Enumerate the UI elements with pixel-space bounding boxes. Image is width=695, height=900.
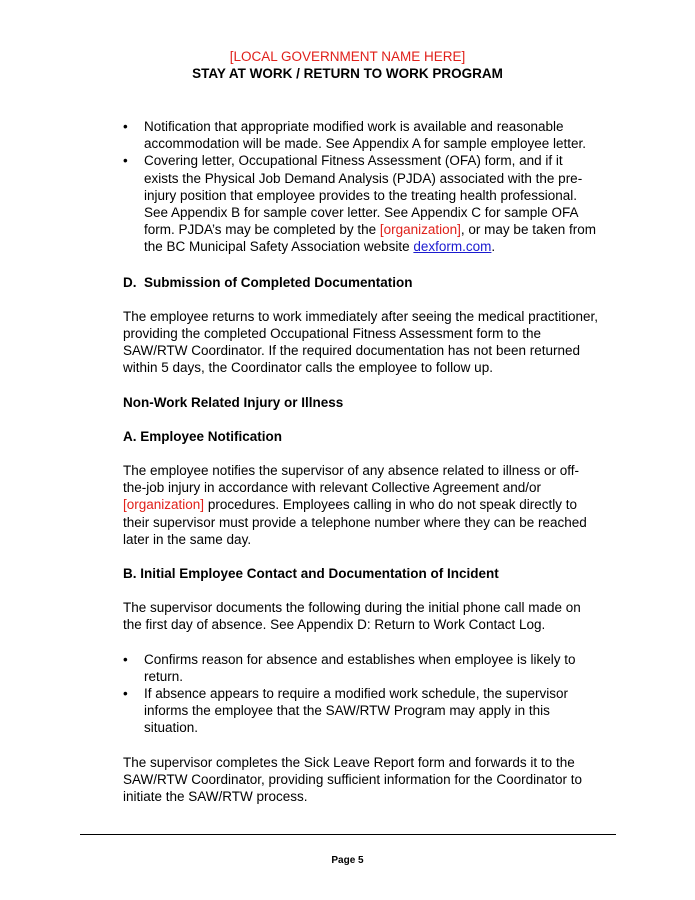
body-text: The employee notifies the supervisor of any absence related to illness or off-the-job injury in accordance with relevant Collective Agreement and/or <box>123 463 580 496</box>
section-number: A. <box>123 428 137 444</box>
list-item-text: Notification that appropriate modified work is available and reasonable accommodation will be made. See Appendix A for sample employee letter. <box>144 119 586 152</box>
section-a-body <box>123 462 599 548</box>
section-number: D. <box>123 274 137 290</box>
section-a-heading <box>123 428 599 445</box>
program-title: STAY AT WORK / RETURN TO WORK PROGRAM <box>192 66 503 81</box>
list-item <box>123 152 599 255</box>
page-number: Page 5 <box>331 855 364 866</box>
non-work-heading: Non-Work Related Injury or Illness <box>123 394 344 410</box>
section-title: Employee Notification <box>140 428 283 444</box>
dexform-link[interactable]: dexform.com <box>413 239 492 255</box>
bullet-icon: • <box>123 153 128 169</box>
section-b-closing: The supervisor completes the Sick Leave Report form and forwards it to the SAW/RTW Coordinator, providing sufficient information for the Coordinator to initiate the SAW/RTW process. <box>123 754 582 805</box>
section-title: Submission of Completed Documentation <box>144 274 413 290</box>
section-b-body: The supervisor documents the following during the initial phone call made on the first day of absence. See Appendix D: Return to Work Contact Log. <box>123 600 581 633</box>
list-item <box>123 651 599 685</box>
page-header <box>0 48 695 82</box>
footer-divider <box>80 834 616 835</box>
list-item <box>123 685 599 737</box>
section-number: B. <box>123 566 137 582</box>
list-item-text: Confirms reason for absence and establishes when employee is likely to return. <box>144 651 576 684</box>
list-item-text: , or may be taken from the BC Municipal Safety Association website <box>144 222 596 255</box>
contact-bullet-list <box>123 651 599 737</box>
section-d-heading <box>123 274 599 291</box>
bullet-icon: • <box>123 119 128 134</box>
section-b-heading <box>123 565 599 582</box>
list-item-text: Covering letter, Occupational Fitness Assessment (OFA) form, and if it exists the Physical Job Demand Analysis (PJDA) associated with the pre-injury position that employee provides to the treating health professional. See Appendix B for sample cover letter. See Appendix C for sample OFA form. PJDA’s may be completed by the <box>144 153 583 238</box>
bullet-icon: • <box>123 686 128 702</box>
section-d-body: The employee returns to work immediately after seeing the medical practitioner, providing the completed Occupational Fitness Assessment form to the SAW/RTW Coordinator. If the required documentation has not been returned within 5 days, the Coordinator calls the employee to follow up. <box>123 308 598 376</box>
organization-placeholder: [organization] <box>379 222 461 238</box>
section-title: Initial Employee Contact and Documentation of Incident <box>140 566 499 582</box>
documentation-bullet-list <box>123 118 599 256</box>
organization-placeholder: [organization] <box>123 497 205 513</box>
bullet-icon: • <box>123 651 128 667</box>
page-content <box>123 118 599 805</box>
list-item-text: If absence appears to require a modified work schedule, the supervisor informs the employee that the SAW/RTW Program may apply in this situation. <box>144 686 568 736</box>
body-text: procedures. Employees calling in who do not speak directly to their supervisor must provide a telephone number where they can be reached later in the same day. <box>123 497 587 547</box>
list-item <box>123 118 599 152</box>
organization-name-placeholder: [LOCAL GOVERNMENT NAME HERE] <box>229 49 466 64</box>
list-item-text: . <box>491 239 496 255</box>
